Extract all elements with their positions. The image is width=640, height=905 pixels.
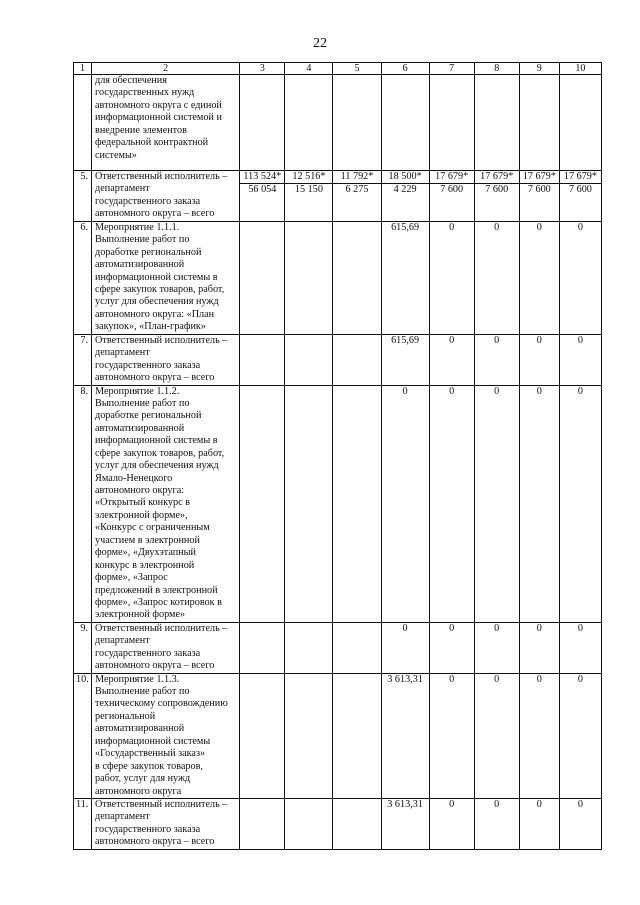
table-row: [74, 622, 602, 673]
description-line: государственных нужд: [95, 87, 195, 99]
description-line: в сфере закупок товаров,: [95, 760, 203, 772]
description-line: автоматизированной: [95, 422, 185, 434]
cell-value: 0: [449, 385, 455, 397]
row-description: [92, 75, 240, 171]
actual-value: 4 229: [393, 184, 417, 196]
description-line: Ответственный исполнитель –: [95, 798, 228, 810]
value-cell: [240, 673, 285, 798]
description-line: «Конкурс с ограниченным: [95, 522, 210, 534]
actual-value: 6 275: [345, 184, 369, 196]
description-line: форме», «Запрос: [95, 572, 168, 584]
value-cell: [474, 75, 519, 171]
cell-value: 0: [494, 334, 500, 346]
page-number: 22: [313, 36, 327, 51]
row-number: 7.: [74, 334, 92, 385]
row-description: [92, 798, 240, 849]
description-line: предложений в электронной: [95, 584, 218, 596]
description-line: услуг для обеспечения нужд: [95, 460, 219, 472]
value-cell: [519, 673, 559, 798]
cell-value: 0: [577, 221, 583, 233]
row-description: [92, 221, 240, 334]
cell-value: 0: [402, 622, 408, 634]
value-cell: [429, 673, 474, 798]
description-line: Выполнение работ по: [95, 686, 190, 697]
description-line: Ямало-Ненецкого: [95, 472, 173, 484]
value-cell: [559, 673, 601, 798]
value-cell: [474, 673, 519, 798]
description-line: «Государственный заказ»: [95, 748, 206, 760]
column-header: 8: [474, 63, 519, 75]
value-cell: [333, 221, 381, 334]
row-number: 5.: [74, 171, 92, 222]
value-cell: [429, 171, 474, 222]
value-cell: [285, 622, 333, 673]
row-description: [92, 334, 240, 385]
actual-value: 7 600: [527, 184, 551, 196]
value-cell: [333, 798, 381, 849]
value-cell: [240, 171, 285, 222]
description-line: работ, услуг для нужд: [95, 773, 191, 785]
description-line: Мероприятие 1.1.2.: [95, 385, 180, 397]
description-line: автономного округа – всего: [95, 208, 215, 220]
value-cell: [381, 798, 429, 849]
description-line: конкурс в электронной: [95, 559, 195, 571]
column-header: 5: [333, 63, 381, 75]
description-line: информационной системой и: [95, 112, 222, 124]
cell-value: 0: [577, 334, 583, 346]
row-description: [92, 622, 240, 673]
value-cell: [240, 75, 285, 171]
description-line: Мероприятие 1.1.1.: [95, 221, 180, 233]
table-row: [74, 673, 602, 798]
planned-value: 17 679*: [560, 171, 601, 184]
value-cell: [429, 334, 474, 385]
description-line: автономного округа: [95, 785, 182, 797]
budget-table: [73, 62, 602, 850]
value-cell: [429, 385, 474, 622]
value-cell: [429, 75, 474, 171]
description-line: департамент: [95, 183, 150, 195]
cell-value: 615,69: [391, 334, 420, 346]
value-cell: [285, 171, 333, 222]
value-cell: [333, 171, 381, 222]
value-cell: [474, 798, 519, 849]
value-cell: [285, 75, 333, 171]
value-cell: [474, 334, 519, 385]
cell-value: 3 613,31: [387, 798, 423, 810]
table-row: [74, 334, 602, 385]
value-cell: [285, 798, 333, 849]
description-line: автономного округа:: [95, 485, 185, 496]
cell-value: 3 613,31: [387, 673, 423, 685]
description-line: электронной форме»,: [95, 509, 188, 521]
value-cell: [559, 798, 601, 849]
column-header: 2: [92, 63, 240, 75]
description-line: электронной форме»: [95, 609, 186, 621]
description-line: департамент: [95, 635, 150, 647]
value-cell: [333, 334, 381, 385]
value-cell: [559, 334, 601, 385]
column-header: 10: [559, 63, 601, 75]
row-number: 8.: [74, 385, 92, 622]
description-line: федеральной контрактной: [95, 137, 209, 149]
value-cell: [333, 75, 381, 171]
description-line: услуг для обеспечения нужд: [95, 296, 219, 308]
actual-value: 56 054: [248, 184, 277, 196]
description-line: Ответственный исполнитель –: [95, 334, 228, 346]
value-cell: [519, 385, 559, 622]
description-line: закупок», «План-график»: [95, 321, 206, 333]
value-cell: [381, 673, 429, 798]
value-cell: [240, 221, 285, 334]
row-description: [92, 385, 240, 622]
row-number: 6.: [74, 221, 92, 334]
description-line: «Открытый конкурс в: [95, 497, 190, 509]
column-header: 7: [429, 63, 474, 75]
cell-value: 0: [536, 673, 542, 685]
value-cell: [285, 673, 333, 798]
description-line: региональной: [95, 710, 156, 722]
cell-value: 0: [449, 673, 455, 685]
value-cell: [474, 385, 519, 622]
cell-value: 0: [494, 673, 500, 685]
value-cell: [474, 221, 519, 334]
value-cell: [240, 385, 285, 622]
value-cell: [519, 798, 559, 849]
value-cell: [285, 385, 333, 622]
description-line: Выполнение работ по: [95, 397, 190, 409]
value-cell: [474, 622, 519, 673]
description-line: информационной системы: [95, 735, 211, 747]
description-line: автономного округа – всего: [95, 372, 215, 384]
table-row: [74, 221, 602, 334]
description-line: автоматизированной: [95, 723, 185, 735]
value-cell: [519, 334, 559, 385]
column-header: 6: [381, 63, 429, 75]
cell-value: 0: [536, 334, 542, 346]
value-cell: [381, 171, 429, 222]
description-line: системы»: [95, 149, 137, 161]
description-line: автономного округа: «План: [95, 308, 215, 320]
value-cell: [285, 221, 333, 334]
cell-value: 0: [577, 385, 583, 397]
cell-value: 0: [449, 221, 455, 233]
description-line: сфере закупок товаров, работ,: [95, 447, 225, 459]
row-number: 11.: [74, 798, 92, 849]
value-cell: [474, 171, 519, 222]
cell-value: 0: [536, 622, 542, 634]
value-cell: [381, 334, 429, 385]
value-cell: [381, 622, 429, 673]
description-line: Ответственный исполнитель –: [95, 171, 228, 182]
row-description: [92, 171, 240, 222]
value-cell: [429, 622, 474, 673]
description-line: Ответственный исполнитель –: [95, 622, 228, 634]
description-line: Выполнение работ по: [95, 234, 190, 246]
actual-value: 7 600: [485, 184, 509, 196]
row-number: [74, 75, 92, 171]
description-line: участием в электронной: [95, 534, 200, 546]
description-line: автономного округа – всего: [95, 836, 215, 848]
cell-value: 0: [402, 385, 408, 397]
cell-value: 0: [536, 798, 542, 810]
description-line: информационной системы в: [95, 271, 218, 283]
value-cell: [519, 75, 559, 171]
description-line: информационной системы в: [95, 435, 218, 447]
value-cell: [333, 622, 381, 673]
description-line: автоматизированной: [95, 259, 185, 271]
description-line: сфере закупок товаров, работ,: [95, 283, 225, 295]
value-cell: [381, 385, 429, 622]
value-cell: [429, 221, 474, 334]
table-row: [74, 75, 602, 171]
value-cell: [559, 385, 601, 622]
description-line: техническому сопровождению: [95, 698, 228, 710]
value-cell: [519, 221, 559, 334]
cell-value: 0: [577, 798, 583, 810]
cell-value: 0: [577, 673, 583, 685]
value-cell: [240, 798, 285, 849]
value-cell: [333, 385, 381, 622]
cell-value: 0: [449, 798, 455, 810]
value-cell: [559, 75, 601, 171]
planned-value: 113 524*: [240, 171, 284, 184]
description-line: внедрение элементов: [95, 124, 187, 136]
actual-value: 7 600: [440, 184, 464, 196]
table-row: [74, 385, 602, 622]
table-row: [74, 171, 602, 222]
value-cell: [559, 622, 601, 673]
column-header: 9: [519, 63, 559, 75]
cell-value: 0: [449, 622, 455, 634]
description-line: доработке региональной: [95, 246, 202, 258]
description-line: Мероприятие 1.1.3.: [95, 673, 180, 685]
cell-value: 0: [494, 798, 500, 810]
value-cell: [240, 334, 285, 385]
value-cell: [559, 171, 601, 222]
description-line: доработке региональной: [95, 410, 202, 422]
cell-value: 0: [494, 221, 500, 233]
value-cell: [240, 622, 285, 673]
actual-value: 7 600: [568, 184, 592, 196]
row-description: [92, 673, 240, 798]
cell-value: 0: [536, 385, 542, 397]
description-line: форме», «Двухэтапный: [95, 547, 196, 559]
value-cell: [285, 334, 333, 385]
cell-value: 0: [577, 622, 583, 634]
description-line: форме», «Запрос котировок в: [95, 596, 222, 608]
cell-value: 0: [494, 622, 500, 634]
column-header: 4: [285, 63, 333, 75]
column-header: 3: [240, 63, 285, 75]
planned-value: 17 679*: [430, 171, 474, 184]
description-line: департамент: [95, 811, 150, 823]
row-number: 9.: [74, 622, 92, 673]
value-cell: [519, 622, 559, 673]
value-cell: [559, 221, 601, 334]
value-cell: [429, 798, 474, 849]
planned-value: 11 792*: [333, 171, 380, 184]
planned-value: 12 516*: [285, 171, 332, 184]
planned-value: 17 679*: [520, 171, 559, 184]
row-number: 10.: [74, 673, 92, 798]
table-header: [74, 63, 602, 75]
description-line: департамент: [95, 347, 150, 359]
value-cell: [519, 171, 559, 222]
cell-value: 0: [449, 334, 455, 346]
table-body: [74, 75, 602, 850]
planned-value: 17 679*: [475, 171, 519, 184]
cell-value: 615,69: [391, 221, 420, 233]
actual-value: 15 150: [294, 184, 323, 196]
description-line: государственного заказа: [95, 195, 201, 207]
description-line: автономного округа с единой: [95, 99, 222, 111]
value-cell: [381, 75, 429, 171]
planned-value: 18 500*: [382, 171, 429, 184]
description-line: для обеспечения: [95, 75, 167, 86]
description-line: государственного заказа: [95, 359, 201, 371]
header-row: [74, 63, 602, 75]
column-header: 1: [74, 63, 92, 75]
description-line: государственного заказа: [95, 647, 201, 659]
description-line: государственного заказа: [95, 823, 201, 835]
value-cell: [381, 221, 429, 334]
table-row: [74, 798, 602, 849]
description-line: автономного округа – всего: [95, 660, 215, 672]
cell-value: 0: [536, 221, 542, 233]
value-cell: [333, 673, 381, 798]
cell-value: 0: [494, 385, 500, 397]
